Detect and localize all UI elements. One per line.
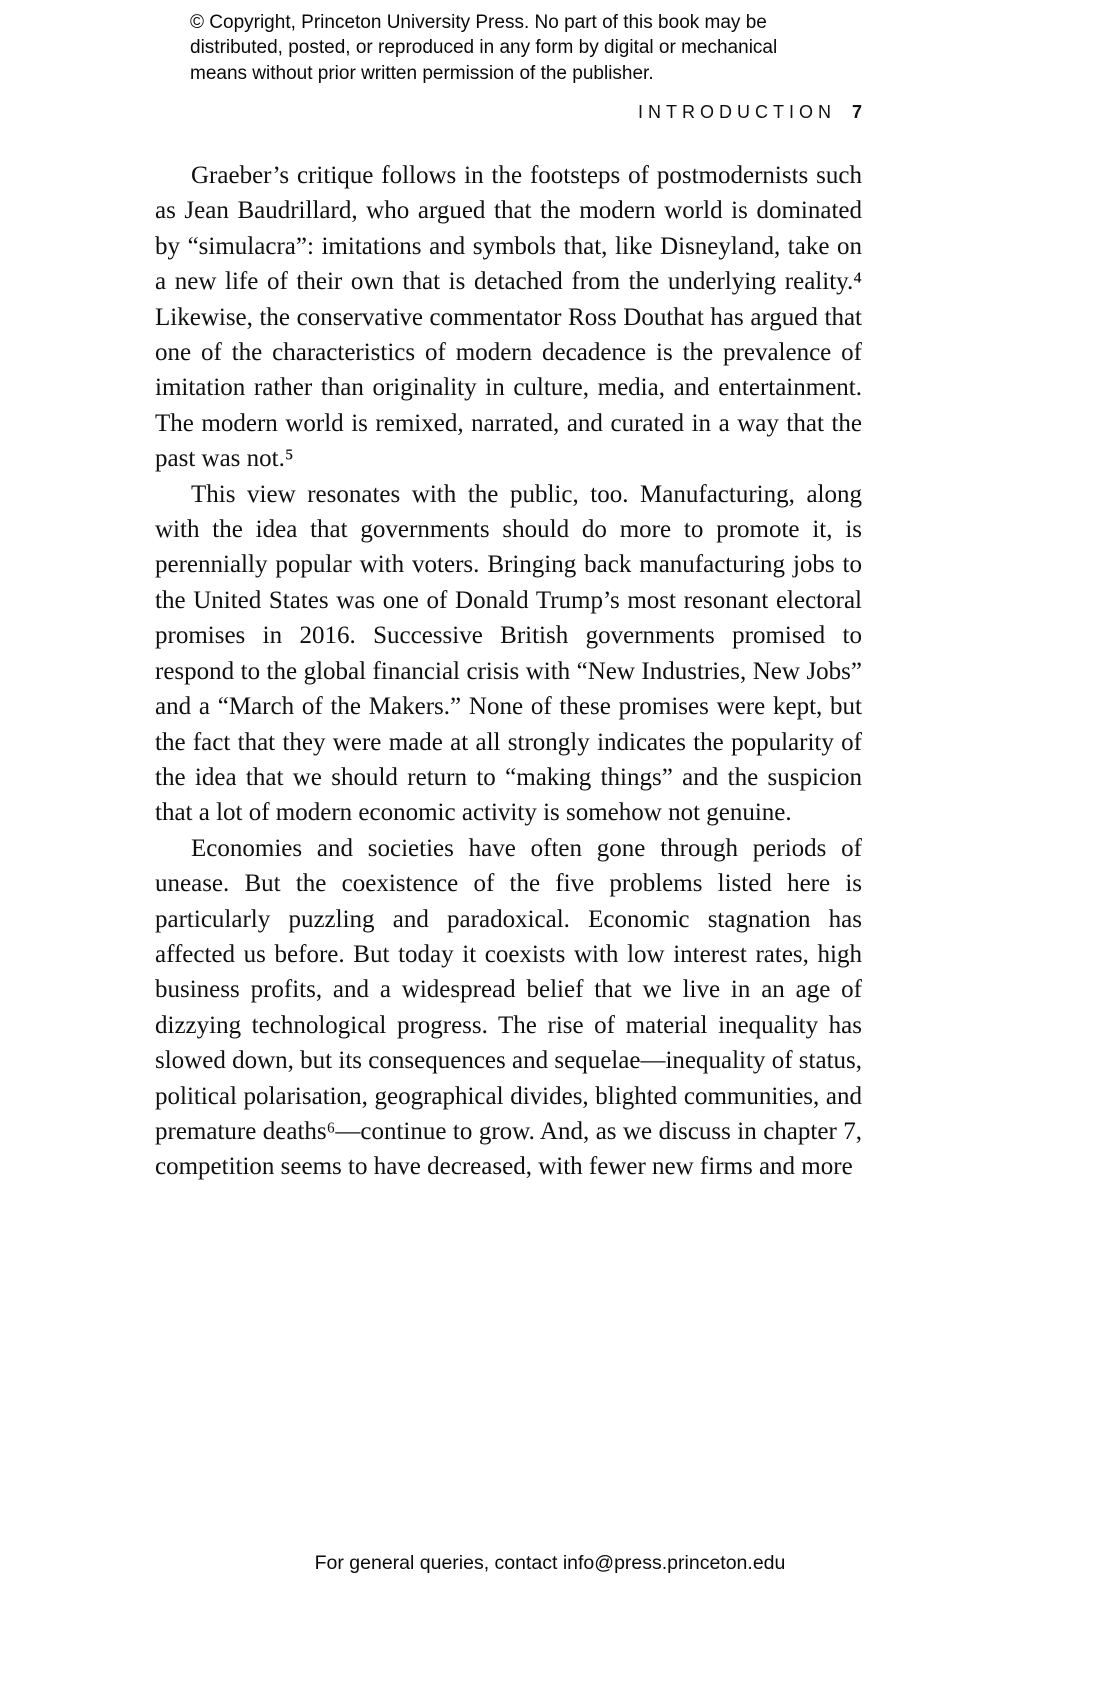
footer-contact: For general queries, contact info@press.princeton.edu xyxy=(314,1552,786,1574)
body-text xyxy=(155,158,862,1185)
copyright-notice: © Copyright, Princeton University Press. No part of this book may be distributed, posted, or reproduced in any form by digital or mechanical means without prior written permission of the publisher. xyxy=(190,12,778,84)
running-head xyxy=(155,102,862,123)
paragraph-2: This view resonates with the public, too. Manufacturing, along with the idea that governments should do more to promote it, is perennially popular with voters. Bringing back manufacturing jobs to the United States was one of Donald Trump’s most resonant electoral promises in 2016. Successive British governments promised to respond to the global financial crisis with “New Industries, New Jobs” and a “March of the Makers.” None of these promises were kept, but the fact that they were made at all strongly indicates the popularity of the idea that we should return to “making things” and the suspicion that a lot of modern economic activity is somehow not genuine. xyxy=(155,480,862,827)
running-head-title: INTRODUCTION xyxy=(637,102,836,122)
paragraph-3: Economies and societies have often gone through periods of unease. But the coexistence of the five problems listed here is particularly puzzling and paradoxical. Economic stagnation has affected us before. But today it coexists with low interest rates, high business profits, and a widespread belief that we live in an age of dizzying technological progress. The rise of material inequality has slowed down, but its consequences and sequelae—inequality of status, political polarisation, geographical divides, blighted communities, and premature deaths⁶—continue to grow. And, as we discuss in chapter 7, competition seems to have decreased, with fewer new firms and more xyxy=(155,834,862,1181)
page-number: 7 xyxy=(851,102,862,122)
paragraph-1: Graeber’s critique follows in the footsteps of postmodernists such as Jean Baudrillard, who argued that the modern world is dominated by “simulacra”: imitations and symbols that, like Disneyland, take on a new life of their own that is detached from the underlying reality.⁴ Likewise, the conservative commentator Ross Douthat has argued that one of the characteristics of modern decadence is the prevalence of imitation rather than originality in culture, media, and entertainment. The modern world is remixed, narrated, and curated in a way that the past was not.⁵ xyxy=(155,162,862,473)
